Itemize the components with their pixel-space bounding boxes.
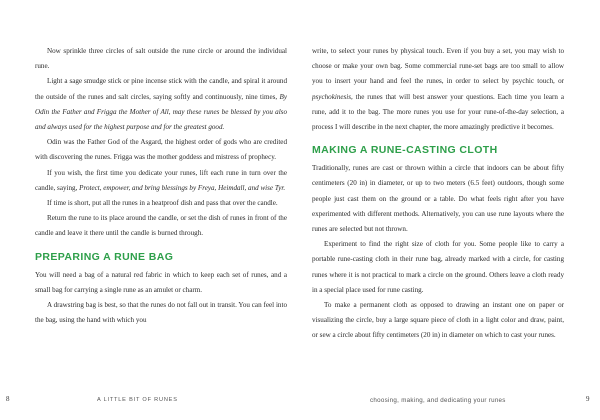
- body-paragraph: [312, 44, 564, 135]
- paragraph-text: Light a sage smudge stick or pine incense stick with the candle, and spiral it around the outside of the runes and salt circles, saying softly and continuously, nine times,: [35, 77, 287, 101]
- paragraph-text: write, to select your runes by physical touch. Even if you buy a set, you may wish to choose or make your own bag. Some commercial rune-set bags are too small to allow you to insert your hand and feel the runes, in order to select by psychic touch, or: [312, 47, 564, 86]
- section-heading-casting-cloth: MAKING A RUNE-CASTING CLOTH: [312, 144, 498, 157]
- body-paragraph: Return the rune to its place around the candle, or set the dish of runes in front of the candle and leave it there until the candle is burned through.: [35, 214, 287, 238]
- running-head-left: A LITTLE BIT OF RUNES: [97, 397, 178, 403]
- body-paragraph: [35, 166, 287, 196]
- right-page: [300, 0, 600, 420]
- body-paragraph: If time is short, put all the runes in a heatproof dish and pass that over the candle.: [47, 199, 278, 208]
- body-paragraph: Experiment to find the right size of cloth for you. Some people like to carry a portable rune-casting cloth in their rune bag, already marked with a circle, for casting runes where it is not practical to mark a circle on the ground. Others leave a cloth ready in a special place used for rune casting.: [312, 240, 564, 294]
- running-head-right: choosing, making, and dedicating your runes: [370, 397, 506, 404]
- paragraph-text: the runes that will best answer your questions. Each time you learn a rune, add it to the bag. The more runes you use for your rune-of-the-day selection, a process I will describe in the next chapter, the more amazingly predictive it becomes.: [312, 92, 564, 132]
- body-paragraph: Traditionally, runes are cast or thrown within a circle that indoors can be about fifty centimeters (20 in) in diameter, or up to two meters (6.5 feet) outdoors, though some people just cast them on the ground or a table. Do what feels right after you have experimented with different methods. Alternatively, you can use rune layouts where the runes are selected but not thrown.: [312, 164, 564, 234]
- right-paragraphs-top: [312, 44, 564, 135]
- body-paragraph: To make a permanent cloth as opposed to drawing an instant one on paper or visualizing the circle, buy a large square piece of cloth in a light color and draw, paint, or sew a circle about fifty centimeters (20 in) in diameter on which to cast your runes.: [312, 301, 564, 340]
- page-number-right: 9: [586, 395, 590, 403]
- body-paragraph: Now sprinkle three circles of salt outside the rune circle or around the individual rune.: [35, 47, 287, 71]
- section-heading-rune-bag: PREPARING A RUNE BAG: [35, 250, 174, 263]
- body-paragraph: A drawstring bag is best, so that the runes do not fall out in transit. You can feel into the bag, using the hand with which you: [35, 301, 287, 325]
- left-paragraphs-top: [35, 44, 287, 242]
- left-paragraphs-bottom: [35, 268, 287, 329]
- right-paragraphs-bottom: [312, 161, 564, 343]
- italic-text: psychokinesis,: [312, 92, 353, 101]
- page-number-left: 8: [6, 395, 10, 403]
- italic-text: Protect, empower, and bring blessings by Freya, Heimdall, and wise Tyr.: [79, 183, 286, 192]
- italic-text: By Odin the Father and Frigga the Mother of All, may these runes be blessed by you also and always used for the highest purpose and for the greatest good.: [35, 92, 287, 132]
- body-paragraph: Odin was the Father God of the Asgard, the highest order of gods who are credited with discovering the runes. Frigga was the mother goddess and mistress of prophecy.: [35, 138, 287, 162]
- body-paragraph: [35, 74, 287, 135]
- left-text-column: [35, 44, 287, 328]
- paragraph-text: If you wish, the first time you dedicate your runes, lift each rune in turn over the candle, saying,: [35, 168, 287, 192]
- body-paragraph: You will need a bag of a natural red fabric in which to keep each set of runes, and a small bag for carrying a single rune as an amulet or charm.: [35, 270, 287, 294]
- right-text-column: [312, 44, 564, 344]
